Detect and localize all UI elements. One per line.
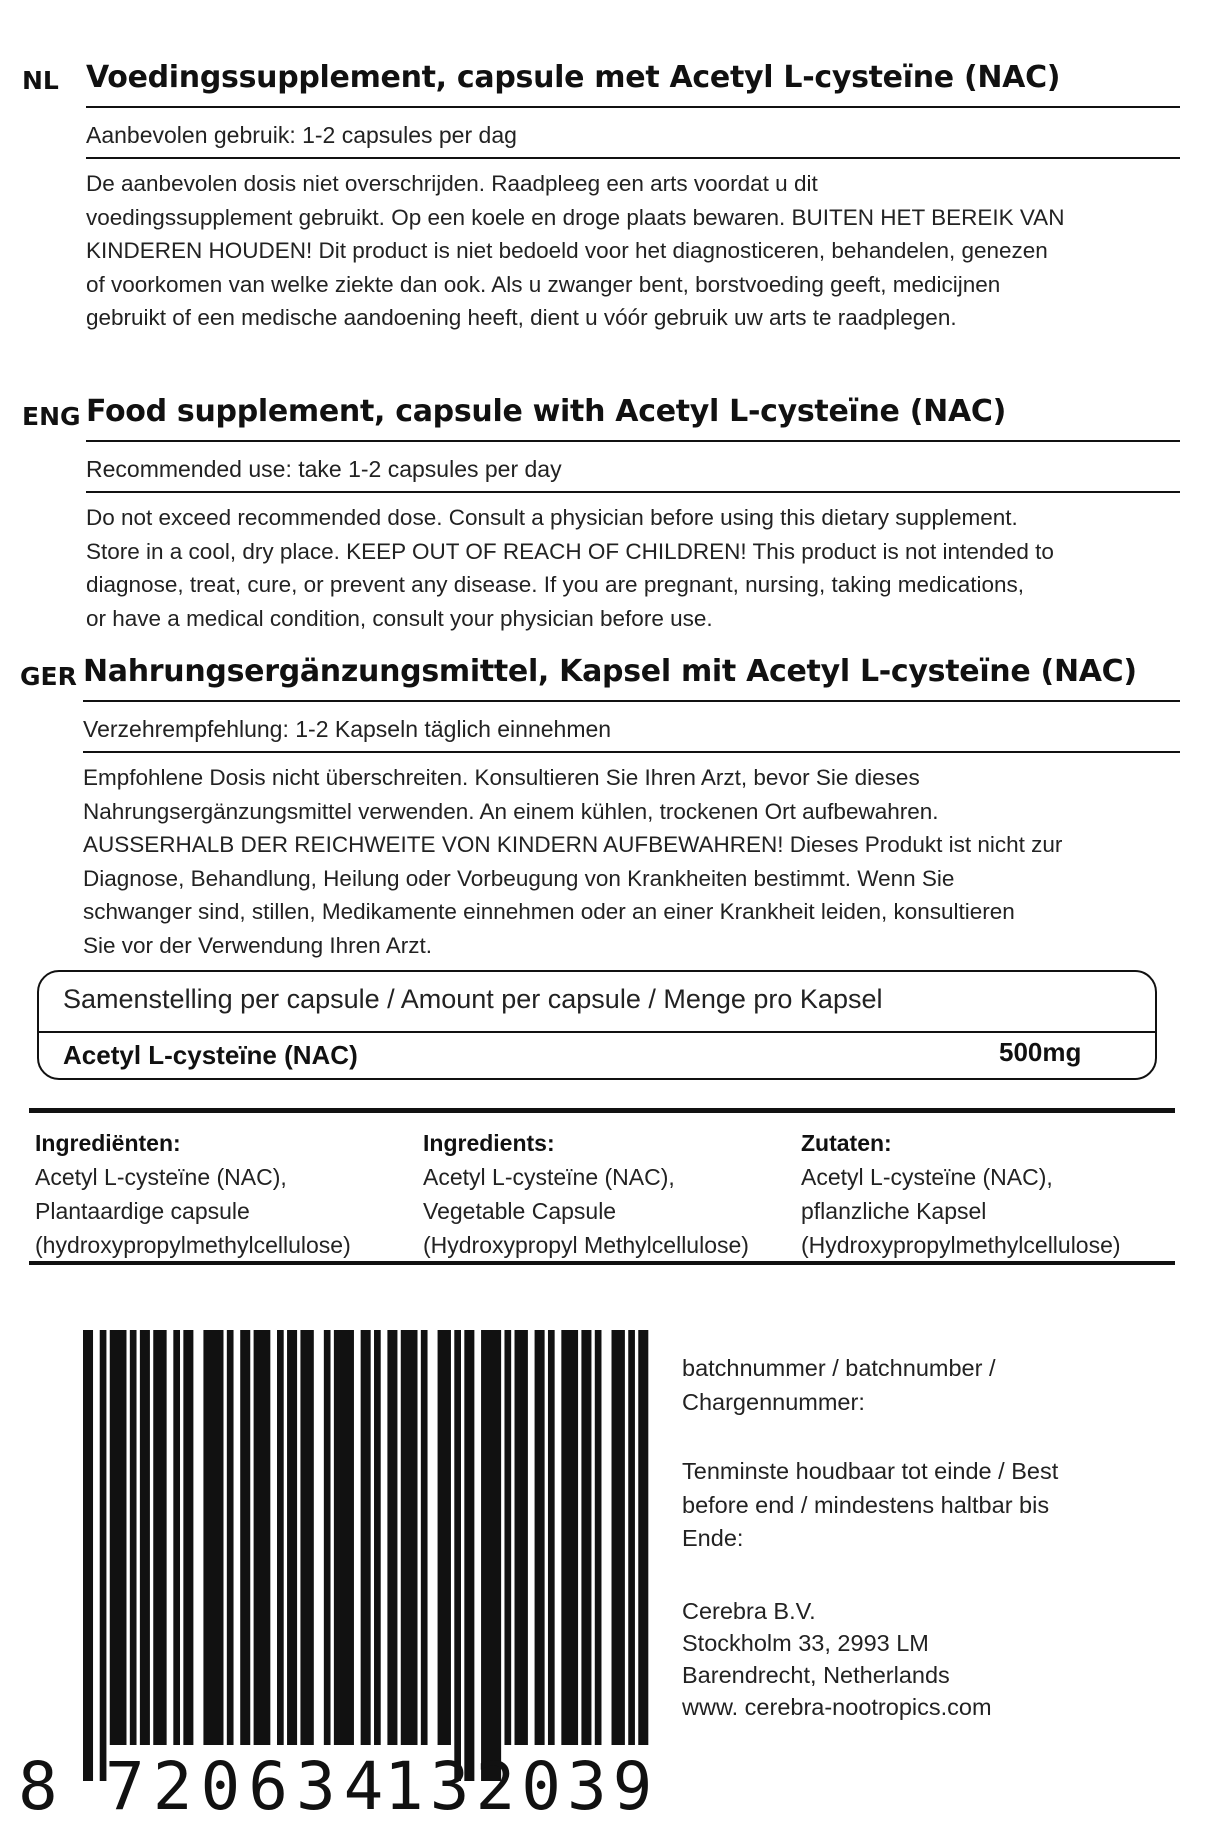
text-line: of voorkomen van welke ziekte dan ook. Als u zwanger bent, borstvoeding geeft, medicijnen bbox=[86, 271, 1001, 297]
barcode-bar bbox=[515, 1330, 528, 1745]
ingredients-heading: Ingredients: bbox=[423, 1130, 555, 1156]
address-line: Stockholm 33, 2993 LM bbox=[682, 1630, 929, 1656]
barcode-bar bbox=[153, 1330, 166, 1745]
language-code-eng: ENG bbox=[22, 402, 81, 431]
title-nl: Voedingssupplement, capsule met Acetyl L-cysteïne (NAC) bbox=[86, 60, 1061, 95]
barcode-bar bbox=[203, 1330, 223, 1745]
ingredient-line: Acetyl L-cysteïne (NAC), bbox=[35, 1164, 287, 1190]
text-line: Empfohlene Dosis nicht überschreiten. Konsultieren Sie Ihren Arzt, bevor Sie dieses bbox=[83, 765, 920, 790]
barcode-bar bbox=[334, 1330, 354, 1745]
text-line: AUSSERHALB DER REICHWEITE VON KINDERN AUFBEWAHREN! Dieses Produkt ist nicht zur bbox=[83, 832, 1063, 857]
recommended-use-nl: Aanbevolen gebruik: 1-2 capsules per dag bbox=[86, 122, 517, 148]
batch-number-label bbox=[682, 1352, 996, 1419]
barcode-bar bbox=[130, 1330, 137, 1745]
barcode-bar bbox=[438, 1330, 451, 1745]
ingredients-heading: Zutaten: bbox=[801, 1130, 892, 1156]
ingredient-line: Acetyl L-cysteïne (NAC), bbox=[423, 1164, 675, 1190]
barcode-bar bbox=[628, 1330, 635, 1745]
barcode-bar bbox=[548, 1330, 555, 1745]
ingredients-column-nl bbox=[35, 1126, 351, 1262]
warning-text-nl bbox=[86, 167, 1064, 335]
ingredient-line: pflanzliche Kapsel bbox=[801, 1198, 987, 1224]
ingredients-top-rule bbox=[29, 1108, 1175, 1113]
barcode-bar bbox=[421, 1330, 428, 1745]
ingredients-heading: Ingrediënten: bbox=[35, 1130, 181, 1156]
barcode-bar bbox=[387, 1330, 397, 1745]
barcode bbox=[83, 1330, 655, 1781]
text-line: Chargennummer: bbox=[682, 1388, 865, 1415]
barcode-bar bbox=[504, 1330, 511, 1745]
barcode-bar bbox=[481, 1330, 501, 1781]
barcode-bar bbox=[401, 1330, 418, 1745]
recommended-use-eng: Recommended use: take 1-2 capsules per day bbox=[86, 456, 562, 482]
divider bbox=[86, 157, 1180, 159]
ingredient-line: Vegetable Capsule bbox=[423, 1198, 617, 1224]
title-ger: Nahrungsergänzungsmittel, Kapsel mit Acetyl L-cysteïne (NAC) bbox=[83, 654, 1137, 689]
barcode-bar bbox=[277, 1330, 284, 1745]
text-line: batchnummer / batchnumber / bbox=[682, 1355, 996, 1381]
ingredient-line: (Hydroxypropyl Methylcellulose) bbox=[423, 1232, 749, 1258]
company-address bbox=[682, 1595, 992, 1723]
barcode-bar bbox=[227, 1330, 234, 1745]
language-code-nl: NL bbox=[22, 66, 59, 95]
text-line: Store in a cool, dry place. KEEP OUT OF REACH OF CHILDREN! This product is not intended to bbox=[86, 538, 1054, 564]
ingredients-column-ger bbox=[801, 1126, 1121, 1262]
website-text: www. cerebra-nootropics.com bbox=[682, 1694, 992, 1720]
ingredient-line: (Hydroxypropylmethylcellulose) bbox=[801, 1232, 1121, 1258]
barcode-bar bbox=[374, 1330, 381, 1745]
barcode-bar bbox=[464, 1330, 474, 1781]
text-line: Nahrungsergänzungsmittel verwenden. An einem kühlen, trockenen Ort aufbewahren. bbox=[83, 798, 939, 824]
ingredients-bottom-rule bbox=[29, 1261, 1175, 1265]
best-before-label bbox=[682, 1455, 1058, 1556]
company-name: Cerebra B.V. bbox=[682, 1598, 816, 1624]
title-eng: Food supplement, capsule with Acetyl L-cysteïne (NAC) bbox=[86, 394, 1007, 429]
recommended-use-ger: Verzehrempfehlung: 1-2 Kapseln täglich einnehmen bbox=[83, 716, 612, 742]
divider bbox=[86, 491, 1180, 493]
barcode-bar bbox=[581, 1330, 591, 1745]
text-line: voedingssupplement gebruikt. Op een koele en droge plaats bewaren. BUITEN HET BEREIK VAN bbox=[86, 204, 1065, 230]
barcode-bar bbox=[561, 1330, 578, 1745]
warning-text-ger bbox=[83, 761, 1062, 962]
ingredient-line: Plantaardige capsule bbox=[35, 1198, 250, 1224]
text-line: KINDEREN HOUDEN! Dit product is niet bedoeld voor het diagnosticeren, behandelen, genezen bbox=[86, 238, 1048, 263]
barcode-bar bbox=[595, 1330, 602, 1745]
barcode-digit-first: 8 bbox=[18, 1748, 58, 1825]
ingredients-column-eng bbox=[423, 1126, 749, 1262]
divider bbox=[83, 751, 1180, 753]
amount-header: Samenstelling per capsule / Amount per capsule / Menge pro Kapsel bbox=[63, 984, 883, 1014]
barcode-bar bbox=[183, 1330, 193, 1745]
barcode-bar bbox=[240, 1330, 250, 1745]
text-line: diagnose, treat, cure, or prevent any disease. If you are pregnant, nursing, taking medications, bbox=[86, 572, 1025, 597]
barcode-digits-right: 132039 bbox=[384, 1748, 659, 1825]
language-code-ger: GER bbox=[20, 662, 77, 691]
divider bbox=[39, 1031, 1155, 1033]
barcode-bar bbox=[83, 1330, 93, 1781]
warning-text-eng bbox=[86, 501, 1054, 635]
barcode-bar bbox=[300, 1330, 313, 1745]
divider bbox=[86, 106, 1180, 108]
barcode-digits-left: 720634 bbox=[105, 1748, 392, 1825]
text-line: gebruikt of een medische aandoening heeft, dient u vóór gebruik uw arts te raadplegen. bbox=[86, 305, 957, 330]
text-line: schwanger sind, stillen, Medikamente einnehmen oder an einer Krankheit leiden, konsultieren bbox=[83, 899, 1015, 924]
text-line: Diagnose, Behandlung, Heilung oder Vorbeugung von Krankheiten bestimmt. Wenn Sie bbox=[83, 865, 955, 891]
amount-value: 500mg bbox=[999, 1037, 1082, 1067]
barcode-bar bbox=[638, 1330, 648, 1745]
barcode-bar bbox=[535, 1330, 545, 1745]
barcode-bar bbox=[254, 1330, 271, 1745]
barcode-bar bbox=[287, 1330, 297, 1745]
amount-ingredient-name: Acetyl L-cysteïne (NAC) bbox=[63, 1040, 358, 1070]
text-line: De aanbevolen dosis niet overschrijden. Raadpleeg een arts voordat u dit bbox=[86, 171, 818, 196]
text-line: Sie vor der Verwendung Ihren Arzt. bbox=[83, 932, 432, 958]
amount-per-capsule-box bbox=[37, 970, 1157, 1080]
barcode-bar bbox=[140, 1330, 150, 1745]
divider bbox=[86, 440, 1180, 442]
text-line: Ende: bbox=[682, 1525, 744, 1551]
barcode-bar bbox=[361, 1330, 371, 1745]
barcode-bar bbox=[100, 1330, 107, 1781]
text-line: Tenminste houdbaar tot einde / Best bbox=[682, 1458, 1059, 1484]
barcode-bar bbox=[612, 1330, 625, 1745]
divider bbox=[83, 700, 1180, 702]
barcode-bar bbox=[110, 1330, 127, 1745]
text-line: before end / mindestens haltbar bis bbox=[682, 1491, 1050, 1518]
barcode-bar bbox=[173, 1330, 180, 1745]
text-line: or have a medical condition, consult your physician before use. bbox=[86, 605, 713, 631]
address-line: Barendrecht, Netherlands bbox=[682, 1662, 950, 1688]
text-line: Do not exceed recommended dose. Consult a physician before using this dietary supplement. bbox=[86, 505, 1018, 530]
ingredient-line: (hydroxypropylmethylcellulose) bbox=[35, 1232, 351, 1258]
barcode-bar bbox=[454, 1330, 461, 1781]
ingredient-line: Acetyl L-cysteïne (NAC), bbox=[801, 1164, 1053, 1190]
barcode-bar bbox=[324, 1330, 331, 1745]
